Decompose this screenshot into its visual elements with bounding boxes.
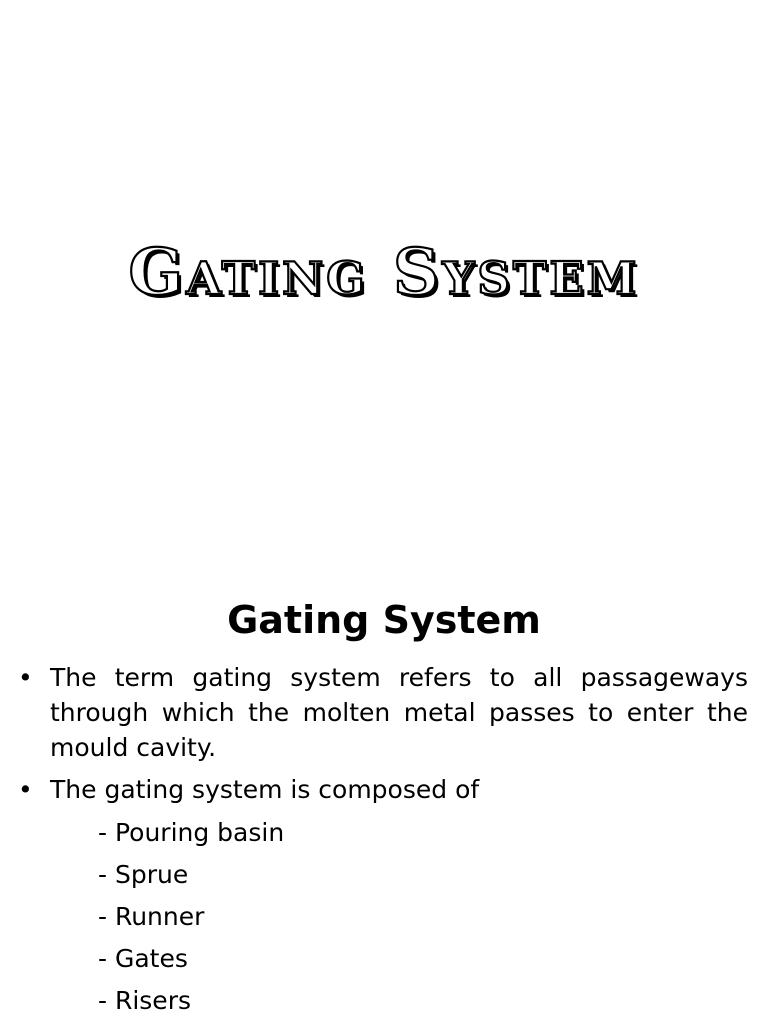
bullet-composition [0,772,768,807]
content-slide [0,576,768,1024]
bullet-marker: • [18,775,33,804]
bullet-definition [0,660,768,765]
bullet-composition-text: The gating system is composed of [50,775,480,804]
bullet-definition-line1: The term gating system refers to all passageways [50,663,748,692]
bullet-definition-rest: through which the molten metal passes to enter the mould cavity. [50,698,748,762]
title-slide-heading: Gating System [128,235,640,310]
content-slide-heading: Gating System [227,598,541,642]
bullet-marker: • [18,663,33,692]
component-pouring-basin: - Pouring basin [98,818,285,847]
component-sprue: - Sprue [98,860,189,889]
component-list [0,812,768,1022]
bullet-list [0,660,768,814]
component-runner: - Runner [98,902,205,931]
component-gates: - Gates [98,944,188,973]
component-risers: - Risers [98,986,191,1015]
